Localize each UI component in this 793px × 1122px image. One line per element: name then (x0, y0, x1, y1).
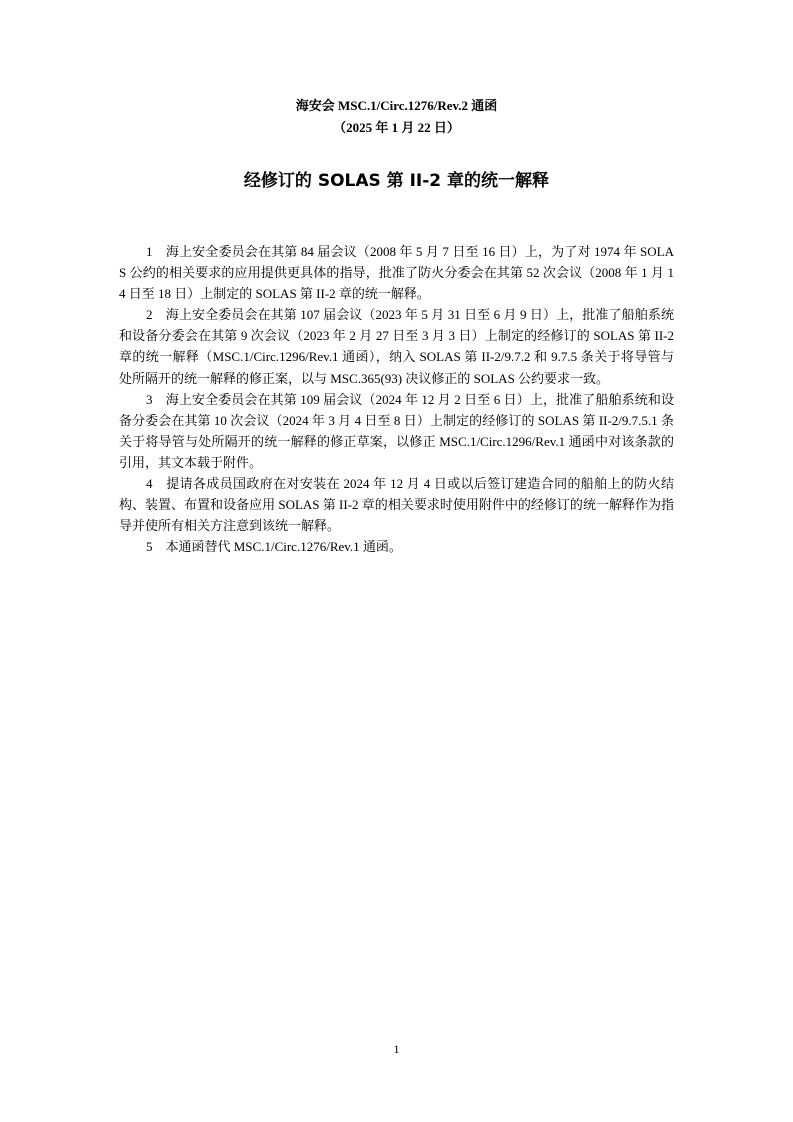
document-body (119, 241, 674, 557)
paragraph-5: 5 本通函替代 MSC.1/Circ.1276/Rev.1 通函。 (146, 539, 402, 555)
circular-date: （2025 年 1 月 22 日） (333, 120, 460, 135)
document-title: 经修订的 SOLAS 第 II-2 章的统一解释 (243, 171, 550, 191)
paragraph-4: 4 提请各成员国政府在对安装在 2024 年 12 月 4 日或以后签订建造合同的船舶上的防火结构、装置、布置和设备应用 SOLAS 第 II-2 章的相关要求时使用附件中的经修订的统一解释作为指导并使所有相关方注意到该统一解释。 (119, 476, 674, 534)
paragraph-1: 1 海上安全委员会在其第 84 届会议（2008 年 5 月 7 日至 16 日）上，为了对 1974 年 SOLAS 公约的相关要求的应用提供更具体的指导，批准了防火分委会在其第 52 次会议（2008 年 1 月 14 日至 18 日）上制定的 SOLAS 第 II-2 章的统一解释。 (119, 244, 674, 302)
page-number: 1 (393, 1042, 400, 1056)
paragraph-3: 3 海上安全委员会在其第 109 届会议（2024 年 12 月 2 日至 6 日）上，批准了船舶系统和设备分委会在其第 10 次会议（2024 年 3 月 4 日至 8 日）上制定的经修订的 SOLAS 第 II-2/9.7.5.1 条关于将导管与处所隔开的统一解释的修正草案，以修正 MSC.1/Circ.1296/Rev.1 通函中对该条款的引用，其文本载于附件。 (119, 391, 674, 470)
paragraph-2: 2 海上安全委员会在其第 107 届会议（2023 年 5 月 31 日至 6 月 9 日）上，批准了船舶系统和设备分委会在其第 9 次会议（2023 年 2 月 27 日至 3 月 3 日）上制定的经修订的 SOLAS 第 II-2 章的统一解释（MSC.1/Circ.1296/Rev.1 通函），纳入 SOLAS 第 II-2/9.7.2 和 9.7.5 条关于将导管与处所隔开的统一解释的修正案，以与 MSC.365(93) 决议修正的 SOLAS 公约要求一致。 (119, 307, 674, 386)
circular-reference: 海安会 MSC.1/Circ.1276/Rev.2 通函 (295, 98, 498, 113)
